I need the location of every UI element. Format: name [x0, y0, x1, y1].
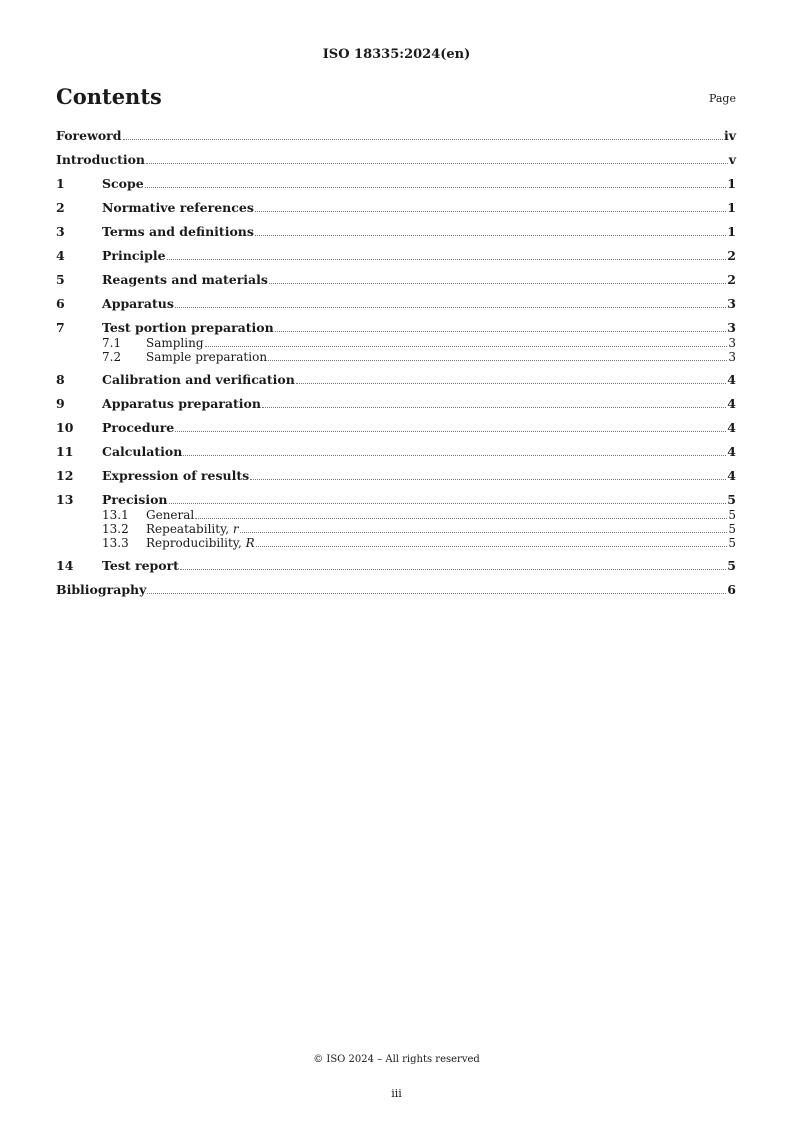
toc-entry-number: 7	[56, 320, 65, 335]
toc-entry-page: 3	[727, 296, 736, 311]
toc-subentry[interactable]	[56, 350, 736, 364]
toc-entry-page: 4	[727, 396, 736, 411]
toc-entry-number: 8	[56, 372, 65, 387]
toc-entry[interactable]	[56, 420, 736, 436]
toc-entry-title-text: Bibliography	[56, 582, 147, 597]
toc-entry-number: 9	[56, 396, 65, 411]
toc-entry-page: 5	[728, 508, 736, 522]
toc-entry-title	[56, 152, 145, 168]
toc-entry-title	[102, 558, 179, 574]
toc-subentry[interactable]	[56, 508, 736, 522]
toc-subentry[interactable]	[56, 522, 736, 536]
toc-entry-title	[102, 200, 254, 216]
toc-entry-title	[102, 444, 182, 460]
toc-entry[interactable]	[56, 396, 736, 412]
toc-entry-title	[56, 128, 122, 144]
toc-entry-number: 11	[56, 444, 74, 459]
toc-entry-title-text: Precision	[102, 492, 168, 507]
toc-entry-page: 5	[727, 492, 736, 507]
toc-entry-number: 10	[56, 420, 74, 435]
toc-entry-number: 13.2	[102, 522, 129, 536]
toc-entry-title	[102, 296, 174, 312]
toc-entry[interactable]	[56, 320, 736, 336]
toc-entry[interactable]	[56, 444, 736, 460]
toc-dot-leader	[180, 569, 726, 570]
toc-entry-number: 13.1	[102, 508, 129, 522]
toc-entry-title-text: Principle	[102, 248, 166, 263]
toc-entry[interactable]	[56, 200, 736, 216]
toc-entry-title	[146, 508, 194, 522]
toc-entry-title-text: Test portion preparation	[102, 320, 274, 335]
toc-entry-title-text: Sample preparation	[146, 350, 268, 364]
toc-entry-number: 1	[56, 176, 65, 191]
toc-entry-title	[102, 176, 144, 192]
contents-title: Contents	[56, 84, 162, 109]
toc-entry[interactable]	[56, 224, 736, 240]
toc-entry-number: 4	[56, 248, 65, 263]
toc-entry-page: 5	[727, 558, 736, 573]
toc-entry-page: 1	[727, 200, 736, 215]
toc-entry-title-text: Apparatus preparation	[102, 396, 261, 411]
toc-entry-title-text: Scope	[102, 176, 144, 191]
toc-entry-number: 6	[56, 296, 65, 311]
toc-entry-title	[146, 536, 255, 550]
toc-entry[interactable]	[56, 248, 736, 264]
toc-entry-title-text: Normative references	[102, 200, 254, 215]
toc-entry-number: 3	[56, 224, 65, 239]
toc-dot-leader	[262, 407, 726, 408]
toc-entry-page: 5	[728, 522, 736, 536]
toc-entry-page: 4	[727, 420, 736, 435]
toc-entry-title	[102, 420, 174, 436]
toc-entry-title	[102, 272, 268, 288]
toc-entry-title	[102, 468, 249, 484]
toc-dot-leader	[255, 211, 726, 212]
toc-dot-leader	[255, 235, 726, 236]
toc-dot-leader	[268, 360, 727, 361]
toc-entry-page: 2	[727, 272, 736, 287]
toc-entry-number: 7.1	[102, 336, 122, 350]
page-number: iii	[391, 1087, 402, 1100]
toc-entry-number: 13	[56, 492, 74, 507]
toc-entry-title-text: Apparatus	[102, 296, 174, 311]
toc-entry-page: iv	[723, 128, 736, 143]
toc-dot-leader	[169, 503, 727, 504]
toc-entry-title-text: Reproducibility,	[146, 536, 246, 550]
toc-subentry[interactable]	[56, 536, 736, 550]
toc-dot-leader	[145, 187, 727, 188]
toc-dot-leader	[175, 431, 726, 432]
toc-entry-number: 5	[56, 272, 65, 287]
toc-entry-page: 1	[727, 224, 736, 239]
toc-entry-title-text: Expression of results	[102, 468, 250, 483]
copyright-notice: © ISO 2024 – All rights reserved	[313, 1054, 480, 1065]
toc-entry[interactable]	[56, 492, 736, 508]
toc-dot-leader	[250, 479, 726, 480]
toc-entry-title	[146, 522, 239, 536]
toc-entry-title-text: Introduction	[56, 152, 146, 167]
toc-entry-title	[146, 350, 267, 364]
toc-entry[interactable]	[56, 582, 736, 598]
toc-dot-leader	[296, 383, 726, 384]
toc-dot-leader	[167, 259, 727, 260]
toc-dot-leader	[147, 593, 726, 594]
toc-entry-page: 3	[728, 350, 736, 364]
toc-entry-title-text: Test report	[102, 558, 179, 573]
toc-entry-title	[102, 492, 168, 508]
toc-entry-page: 5	[728, 536, 736, 550]
toc-entry[interactable]	[56, 372, 736, 388]
toc-entry-title	[102, 248, 166, 264]
page-column-label: Page	[708, 92, 736, 105]
toc-dot-leader	[146, 163, 728, 164]
toc-entry-title	[102, 224, 254, 240]
toc-dot-leader	[175, 307, 726, 308]
toc-entry-page: 4	[727, 468, 736, 483]
toc-entry-title	[146, 336, 204, 350]
toc-entry-title	[102, 320, 274, 336]
toc-dot-leader	[275, 331, 727, 332]
toc-entry-title-text: Sampling	[146, 336, 204, 350]
toc-entry-title-text: Calibration and verification	[102, 372, 295, 387]
toc-entry-title-text: Reagents and materials	[102, 272, 268, 287]
toc-entry-title-text: Procedure	[102, 420, 175, 435]
toc-entry-number: 7.2	[102, 350, 122, 364]
toc-entry-title-text: Foreword	[56, 128, 122, 143]
table-of-contents	[56, 128, 736, 598]
toc-entry-page: 1	[727, 176, 736, 191]
toc-entry[interactable]	[56, 128, 736, 144]
toc-entry-page: 4	[727, 444, 736, 459]
document-id-header: ISO 18335:2024(en)	[322, 47, 471, 62]
toc-entry-title	[102, 372, 295, 388]
toc-entry-title-text: General	[146, 508, 195, 522]
toc-entry-title	[102, 396, 261, 412]
toc-entry-page: 3	[728, 336, 736, 350]
toc-entry-title-text: Calculation	[102, 444, 183, 459]
toc-entry[interactable]	[56, 468, 736, 484]
toc-entry-number: 2	[56, 200, 65, 215]
toc-entry-symbol: R	[245, 536, 255, 550]
toc-dot-leader	[195, 518, 727, 519]
toc-dot-leader	[205, 346, 728, 347]
toc-entry-page: 2	[727, 248, 736, 263]
toc-entry[interactable]	[56, 272, 736, 288]
toc-dot-leader	[123, 139, 723, 140]
toc-entry[interactable]	[56, 176, 736, 192]
toc-entry[interactable]	[56, 152, 736, 168]
toc-entry-title	[56, 582, 146, 598]
toc-entry-page: 3	[727, 320, 736, 335]
toc-entry-title-text: Repeatability,	[146, 522, 233, 536]
toc-dot-leader	[256, 546, 728, 547]
toc-entry-symbol: r	[232, 522, 239, 536]
toc-entry[interactable]	[56, 558, 736, 574]
toc-entry-number: 12	[56, 468, 74, 483]
toc-entry-number: 14	[56, 558, 74, 573]
toc-entry-page: v	[728, 152, 736, 167]
toc-dot-leader	[240, 532, 728, 533]
toc-dot-leader	[269, 283, 726, 284]
toc-dot-leader	[183, 455, 726, 456]
toc-entry-number: 13.3	[102, 536, 129, 550]
toc-entry-title-text: Terms and definitions	[102, 224, 254, 239]
toc-entry[interactable]	[56, 296, 736, 312]
toc-subentry[interactable]	[56, 336, 736, 350]
toc-entry-page: 4	[727, 372, 736, 387]
toc-entry-page: 6	[727, 582, 736, 597]
